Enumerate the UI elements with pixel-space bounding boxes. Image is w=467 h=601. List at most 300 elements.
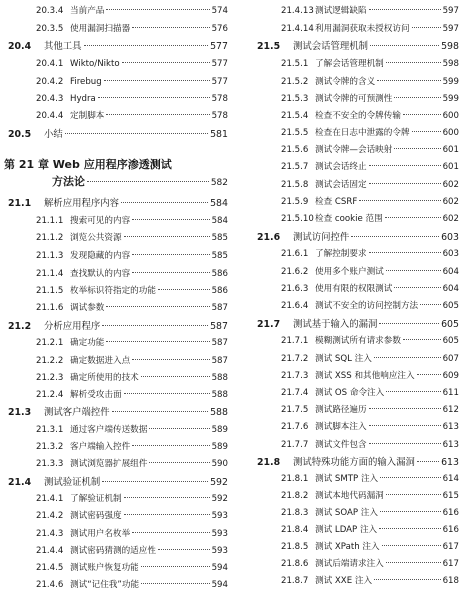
entry-title: Wikto/Nikto bbox=[70, 59, 120, 69]
entry-page: 592 bbox=[210, 477, 228, 488]
entry-title: 了解控制要求 bbox=[315, 249, 367, 259]
entry-number: 21.8.1 bbox=[281, 474, 309, 484]
entry-title: 测试 LDAP 注入 bbox=[315, 525, 378, 535]
entry-page: 578 bbox=[211, 94, 228, 104]
leader-dots bbox=[374, 579, 441, 580]
toc-entry bbox=[36, 110, 228, 122]
toc-entry bbox=[281, 266, 459, 278]
entry-title: 测试“记住我”功能 bbox=[70, 580, 140, 590]
entry-number: 21.4.4 bbox=[36, 546, 64, 556]
entry-title: 测试 SMTP 注入 bbox=[315, 474, 379, 484]
entry-number: 21.5.6 bbox=[281, 145, 309, 155]
leader-dots bbox=[403, 339, 441, 340]
entry-number: 21.5.2 bbox=[281, 77, 309, 87]
entry-title: 当前产品 bbox=[70, 6, 105, 16]
leader-dots bbox=[112, 411, 208, 412]
entry-number: 21.3.1 bbox=[36, 425, 64, 435]
entry-page: 589 bbox=[211, 442, 228, 452]
leader-dots bbox=[370, 45, 439, 46]
entry-page: 586 bbox=[211, 269, 228, 279]
entry-page: 618 bbox=[442, 576, 459, 586]
toc-entry bbox=[36, 93, 228, 105]
toc-section-entry bbox=[8, 476, 228, 489]
entry-page: 577 bbox=[211, 77, 228, 87]
toc-entry bbox=[281, 370, 459, 382]
entry-title: 测试浏览器扩展组件 bbox=[70, 459, 148, 469]
entry-title: 测试本地代码漏洞 bbox=[315, 491, 384, 501]
toc-section-entry bbox=[8, 320, 228, 333]
entry-title: 确定数据进入点 bbox=[70, 356, 131, 366]
entry-number: 21.8.3 bbox=[281, 508, 309, 518]
entry-title: 调试参数 bbox=[70, 303, 105, 313]
entry-page: 576 bbox=[211, 24, 228, 34]
leader-dots bbox=[369, 443, 441, 444]
entry-page: 599 bbox=[442, 77, 459, 87]
entry-page: 602 bbox=[442, 197, 459, 207]
entry-number: 21.6.3 bbox=[281, 284, 309, 294]
leader-dots bbox=[420, 304, 440, 305]
entry-page: 593 bbox=[211, 529, 228, 539]
entry-number: 21.1.1 bbox=[36, 216, 64, 226]
entry-title: 定制脚本 bbox=[70, 111, 105, 121]
entry-page: 587 bbox=[211, 303, 228, 313]
entry-number: 21.7.5 bbox=[281, 405, 309, 415]
leader-dots bbox=[417, 461, 439, 462]
leader-dots bbox=[359, 200, 440, 201]
entry-page: 602 bbox=[442, 214, 459, 224]
entry-number: 20.3.5 bbox=[36, 24, 64, 34]
entry-page: 613 bbox=[441, 457, 459, 468]
leader-dots bbox=[65, 133, 208, 134]
entry-title: 测试令牌—会话映射 bbox=[315, 145, 393, 155]
entry-number: 21.8.7 bbox=[281, 576, 309, 586]
entry-title: 测试访问控件 bbox=[293, 232, 350, 243]
leader-dots bbox=[106, 341, 209, 342]
toc-section-entry bbox=[8, 197, 228, 210]
entry-title: 测试会话固定 bbox=[315, 180, 367, 190]
toc-entry bbox=[36, 510, 228, 522]
leader-dots bbox=[141, 583, 210, 584]
toc-entry bbox=[281, 575, 459, 587]
entry-title: 测试脚本注入 bbox=[315, 422, 367, 432]
leader-dots bbox=[124, 393, 210, 394]
entry-number: 21.4.13 bbox=[281, 6, 314, 16]
entry-page: 585 bbox=[211, 251, 228, 261]
toc-entry bbox=[36, 441, 228, 453]
entry-page: 598 bbox=[441, 41, 459, 52]
entry-number: 21.7.4 bbox=[281, 388, 309, 398]
entry-title: 客户端输入控件 bbox=[70, 442, 131, 452]
leader-dots bbox=[394, 148, 440, 149]
entry-title: 测试 XXE 注入 bbox=[315, 576, 373, 586]
entry-number: 21.1.6 bbox=[36, 303, 64, 313]
leader-dots bbox=[124, 514, 210, 515]
entry-title: 检查在日志中泄露的令牌 bbox=[315, 128, 410, 138]
leader-dots bbox=[121, 202, 208, 203]
entry-page: 598 bbox=[442, 59, 459, 69]
toc-entry bbox=[281, 439, 459, 451]
leader-dots bbox=[124, 236, 210, 237]
toc-entry bbox=[36, 528, 228, 540]
toc-entry bbox=[36, 424, 228, 436]
entry-number: 21.7.7 bbox=[281, 440, 309, 450]
leader-dots bbox=[102, 481, 208, 482]
entry-number: 20.4.3 bbox=[36, 94, 64, 104]
toc-entry bbox=[36, 58, 228, 70]
toc-entry bbox=[281, 5, 459, 17]
toc-entry bbox=[36, 23, 228, 35]
entry-title: 使用多个账户测试 bbox=[315, 267, 384, 277]
entry-title: 测试账户恢复功能 bbox=[70, 563, 139, 573]
leader-dots bbox=[158, 289, 210, 290]
leader-dots bbox=[106, 114, 209, 115]
entry-number: 21.2.4 bbox=[36, 390, 64, 400]
entry-title: 利用漏洞获取未授权访问 bbox=[315, 24, 410, 34]
entry-title: 测试 XPath 注入 bbox=[315, 542, 380, 552]
entry-number: 21.5.4 bbox=[281, 111, 309, 121]
toc-section-entry bbox=[257, 456, 459, 469]
entry-number: 21.5.3 bbox=[281, 94, 309, 104]
toc-entry bbox=[281, 558, 459, 570]
entry-page: 584 bbox=[210, 198, 228, 209]
toc-entry bbox=[36, 458, 228, 470]
toc-entry bbox=[36, 337, 228, 349]
toc-entry bbox=[36, 545, 228, 557]
toc-entry bbox=[281, 93, 459, 105]
toc-entry bbox=[281, 353, 459, 365]
entry-page: 593 bbox=[211, 546, 228, 556]
entry-page: 594 bbox=[211, 580, 228, 590]
leader-dots bbox=[124, 497, 210, 498]
leader-dots bbox=[106, 9, 209, 10]
entry-number: 21.5.7 bbox=[281, 162, 309, 172]
entry-title: 测试客户端控件 bbox=[44, 407, 110, 418]
entry-number: 21.4.5 bbox=[36, 563, 64, 573]
leader-dots bbox=[403, 114, 441, 115]
entry-page: 617 bbox=[442, 559, 459, 569]
toc-entry bbox=[281, 196, 459, 208]
entry-page: 577 bbox=[211, 59, 228, 69]
leader-dots bbox=[141, 566, 210, 567]
entry-page: 613 bbox=[442, 440, 459, 450]
toc-entry bbox=[281, 283, 459, 295]
entry-page: 574 bbox=[211, 6, 228, 16]
toc-entry bbox=[36, 579, 228, 591]
leader-dots bbox=[377, 80, 440, 81]
chapter-title-continued: 方法论 bbox=[52, 175, 85, 188]
toc-section-entry bbox=[8, 40, 228, 53]
entry-title: 测试令牌的含义 bbox=[315, 77, 376, 87]
toc-entry bbox=[281, 179, 459, 191]
entry-page: 584 bbox=[211, 216, 228, 226]
entry-title: 枚举标识符指定的功能 bbox=[70, 286, 156, 296]
entry-title: 确定所使用的技术 bbox=[70, 373, 139, 383]
toc-entry bbox=[36, 215, 228, 227]
leader-dots bbox=[380, 477, 440, 478]
chapter-title: 第 21 章 Web 应用程序渗透测试 bbox=[4, 158, 172, 171]
leader-dots bbox=[394, 287, 440, 288]
entry-title: 其他工具 bbox=[44, 41, 82, 52]
entry-number: 21.5.8 bbox=[281, 180, 309, 190]
entry-number: 21.7.2 bbox=[281, 354, 309, 364]
entry-title: 测试 SOAP 注入 bbox=[315, 508, 378, 518]
toc-entry bbox=[281, 23, 459, 35]
entry-number: 21.4.3 bbox=[36, 529, 64, 539]
entry-title: 测试密码猜测的适应性 bbox=[70, 546, 156, 556]
leader-dots bbox=[132, 532, 209, 533]
entry-page: 588 bbox=[210, 407, 228, 418]
entry-number: 21.5.1 bbox=[281, 59, 309, 69]
entry-number: 21.8.4 bbox=[281, 525, 309, 535]
leader-dots bbox=[132, 359, 209, 360]
entry-title: 测试密码强度 bbox=[70, 511, 122, 521]
toc-section-entry bbox=[257, 318, 459, 331]
leader-dots bbox=[158, 549, 210, 550]
entry-number: 21.8.5 bbox=[281, 542, 309, 552]
leader-dots bbox=[412, 131, 441, 132]
entry-page: 590 bbox=[211, 459, 228, 469]
entry-title: 测试用户名枚举 bbox=[70, 529, 131, 539]
toc-entry bbox=[281, 335, 459, 347]
entry-title: 测试路径遍历 bbox=[315, 405, 367, 415]
leader-dots bbox=[369, 9, 441, 10]
toc-entry bbox=[36, 268, 228, 280]
entry-page: 614 bbox=[442, 474, 459, 484]
entry-title: 测试文件包含 bbox=[315, 440, 367, 450]
leader-dots bbox=[106, 306, 209, 307]
entry-title: Hydra bbox=[70, 94, 96, 104]
entry-title: 搜索可见的内容 bbox=[70, 216, 131, 226]
entry-page: 601 bbox=[442, 162, 459, 172]
entry-title: 了解会话管理机制 bbox=[315, 59, 384, 69]
entry-number: 21.2 bbox=[8, 321, 32, 332]
leader-dots bbox=[385, 217, 441, 218]
entry-title: 测试后端请求注入 bbox=[315, 559, 384, 569]
leader-dots bbox=[369, 165, 441, 166]
entry-number: 21.8 bbox=[257, 457, 281, 468]
entry-page: 609 bbox=[442, 371, 459, 381]
entry-page: 581 bbox=[210, 129, 228, 140]
entry-page: 603 bbox=[441, 232, 459, 243]
entry-number: 21.4 bbox=[8, 477, 32, 488]
entry-number: 21.2.3 bbox=[36, 373, 64, 383]
toc-entry bbox=[281, 248, 459, 260]
entry-title: 测试 SQL 注入 bbox=[315, 354, 372, 364]
entry-number: 21.4.6 bbox=[36, 580, 64, 590]
leader-dots bbox=[386, 62, 441, 63]
entry-title: 检查 CSRF bbox=[315, 197, 358, 207]
entry-title: 检查 cookie 范围 bbox=[315, 214, 383, 224]
toc-entry bbox=[281, 524, 459, 536]
chapter-page: 582 bbox=[210, 178, 228, 188]
entry-title: 测试基于输入的漏洞 bbox=[293, 319, 378, 330]
toc-entry bbox=[36, 250, 228, 262]
leader-dots bbox=[386, 270, 441, 271]
leader-dots bbox=[379, 323, 439, 324]
entry-title: 发现隐藏的内容 bbox=[70, 251, 131, 261]
entry-title: 测试 XSS 和其他响应注入 bbox=[315, 371, 415, 381]
entry-page: 601 bbox=[442, 145, 459, 155]
entry-page: 616 bbox=[442, 525, 459, 535]
toc-section-entry bbox=[8, 128, 228, 141]
entry-page: 588 bbox=[211, 373, 228, 383]
entry-page: 605 bbox=[441, 319, 459, 330]
entry-number: 21.6.2 bbox=[281, 267, 309, 277]
entry-number: 21.5.5 bbox=[281, 128, 309, 138]
leader-dots bbox=[417, 374, 441, 375]
entry-title: 测试会话管理机制 bbox=[293, 41, 369, 52]
toc-entry bbox=[36, 372, 228, 384]
entry-page: 607 bbox=[442, 354, 459, 364]
entry-number: 21.2.2 bbox=[36, 356, 64, 366]
toc-entry bbox=[36, 302, 228, 314]
entry-number: 21.4.1 bbox=[36, 494, 64, 504]
chapter-heading-continued bbox=[52, 175, 228, 189]
entry-number: 21.3.3 bbox=[36, 459, 64, 469]
entry-title: 通过客户端传送数据 bbox=[70, 425, 148, 435]
leader-dots bbox=[132, 27, 209, 28]
toc-entry bbox=[281, 473, 459, 485]
toc-entry bbox=[281, 387, 459, 399]
entry-page: 592 bbox=[211, 494, 228, 504]
entry-page: 577 bbox=[210, 41, 228, 52]
toc-entry bbox=[36, 389, 228, 401]
leader-dots bbox=[374, 357, 441, 358]
entry-title: 测试特殊功能方面的输入漏洞 bbox=[293, 457, 415, 468]
entry-number: 20.3.4 bbox=[36, 6, 64, 16]
entry-number: 21.5.10 bbox=[281, 214, 314, 224]
entry-number: 21.2.1 bbox=[36, 338, 64, 348]
entry-page: 599 bbox=[442, 94, 459, 104]
entry-title: 浏览公共资源 bbox=[70, 233, 122, 243]
entry-title: 查找默认的内容 bbox=[70, 269, 131, 279]
entry-page: 600 bbox=[442, 128, 459, 138]
entry-page: 600 bbox=[442, 111, 459, 121]
entry-title: 确定功能 bbox=[70, 338, 105, 348]
toc-entry bbox=[36, 285, 228, 297]
entry-number: 21.3.2 bbox=[36, 442, 64, 452]
entry-number: 21.1 bbox=[8, 198, 32, 209]
entry-page: 597 bbox=[442, 24, 459, 34]
entry-page: 585 bbox=[211, 233, 228, 243]
entry-title: 测试逻辑缺陷 bbox=[315, 6, 367, 16]
leader-dots bbox=[351, 236, 439, 237]
entry-page: 594 bbox=[211, 563, 228, 573]
toc-entry bbox=[281, 300, 459, 312]
toc-entry bbox=[36, 5, 228, 17]
leader-dots bbox=[394, 97, 440, 98]
leader-dots bbox=[132, 219, 209, 220]
entry-number: 21.1.4 bbox=[36, 269, 64, 279]
entry-title: 测试会话终止 bbox=[315, 162, 367, 172]
leader-dots bbox=[132, 254, 209, 255]
toc-entry bbox=[36, 76, 228, 88]
leader-dots bbox=[412, 27, 441, 28]
leader-dots bbox=[102, 325, 208, 326]
entry-page: 587 bbox=[211, 338, 228, 348]
entry-number: 21.1.5 bbox=[36, 286, 64, 296]
toc-entry bbox=[281, 76, 459, 88]
toc-section-entry bbox=[8, 406, 228, 419]
entry-page: 586 bbox=[211, 286, 228, 296]
entry-title: 小结 bbox=[44, 129, 63, 140]
toc-entry bbox=[281, 507, 459, 519]
entry-page: 597 bbox=[442, 6, 459, 16]
entry-title: 解析应用程序内容 bbox=[44, 198, 120, 209]
toc-entry bbox=[281, 490, 459, 502]
entry-page: 593 bbox=[211, 511, 228, 521]
entry-number: 20.4 bbox=[8, 41, 32, 52]
toc-entry bbox=[281, 404, 459, 416]
leader-dots bbox=[382, 545, 441, 546]
toc-entry bbox=[281, 161, 459, 173]
leader-dots bbox=[84, 45, 209, 46]
entry-number: 21.7.1 bbox=[281, 336, 309, 346]
entry-number: 21.5 bbox=[257, 41, 281, 52]
entry-number: 21.6.4 bbox=[281, 301, 309, 311]
leader-dots bbox=[141, 376, 210, 377]
toc-entry bbox=[36, 493, 228, 505]
leader-dots bbox=[122, 62, 210, 63]
toc-section-entry bbox=[257, 40, 459, 53]
entry-number: 21.1.3 bbox=[36, 251, 64, 261]
toc-entry bbox=[281, 58, 459, 70]
leader-dots bbox=[149, 462, 209, 463]
entry-number: 21.6 bbox=[257, 232, 281, 243]
leader-dots bbox=[380, 511, 441, 512]
entry-number: 21.3 bbox=[8, 407, 32, 418]
entry-page: 604 bbox=[442, 284, 459, 294]
entry-page: 604 bbox=[442, 267, 459, 277]
entry-title: 使用漏洞扫描器 bbox=[70, 24, 131, 34]
leader-dots bbox=[379, 528, 440, 529]
entry-page: 611 bbox=[442, 388, 459, 398]
entry-page: 578 bbox=[211, 111, 228, 121]
toc-entry bbox=[281, 213, 459, 225]
leader-dots bbox=[369, 252, 441, 253]
chapter-heading bbox=[4, 158, 228, 172]
toc-entry bbox=[36, 355, 228, 367]
entry-page: 617 bbox=[442, 542, 459, 552]
entry-number: 21.4.2 bbox=[36, 511, 64, 521]
toc-entry bbox=[281, 110, 459, 122]
entry-number: 21.8.2 bbox=[281, 491, 309, 501]
entry-page: 587 bbox=[211, 356, 228, 366]
leader-dots bbox=[369, 408, 441, 409]
leader-dots bbox=[386, 494, 441, 495]
entry-page: 615 bbox=[442, 491, 459, 501]
entry-page: 602 bbox=[442, 180, 459, 190]
toc-entry bbox=[36, 232, 228, 244]
entry-title: 测试不安全的访问控制方法 bbox=[315, 301, 419, 311]
entry-title: 测试令牌的可预测性 bbox=[315, 94, 393, 104]
entry-number: 21.8.6 bbox=[281, 559, 309, 569]
toc-entry bbox=[281, 541, 459, 553]
entry-page: 605 bbox=[442, 301, 459, 311]
entry-number: 21.6.1 bbox=[281, 249, 309, 259]
toc-entry bbox=[281, 127, 459, 139]
toc-entry bbox=[281, 421, 459, 433]
entry-number: 21.7 bbox=[257, 319, 281, 330]
leader-dots bbox=[104, 80, 210, 81]
toc-entry bbox=[36, 562, 228, 574]
entry-number: 21.1.2 bbox=[36, 233, 64, 243]
entry-page: 613 bbox=[442, 422, 459, 432]
leader-dots bbox=[386, 562, 441, 563]
entry-number: 20.4.1 bbox=[36, 59, 64, 69]
leader-dots bbox=[87, 181, 209, 182]
entry-page: 616 bbox=[442, 508, 459, 518]
